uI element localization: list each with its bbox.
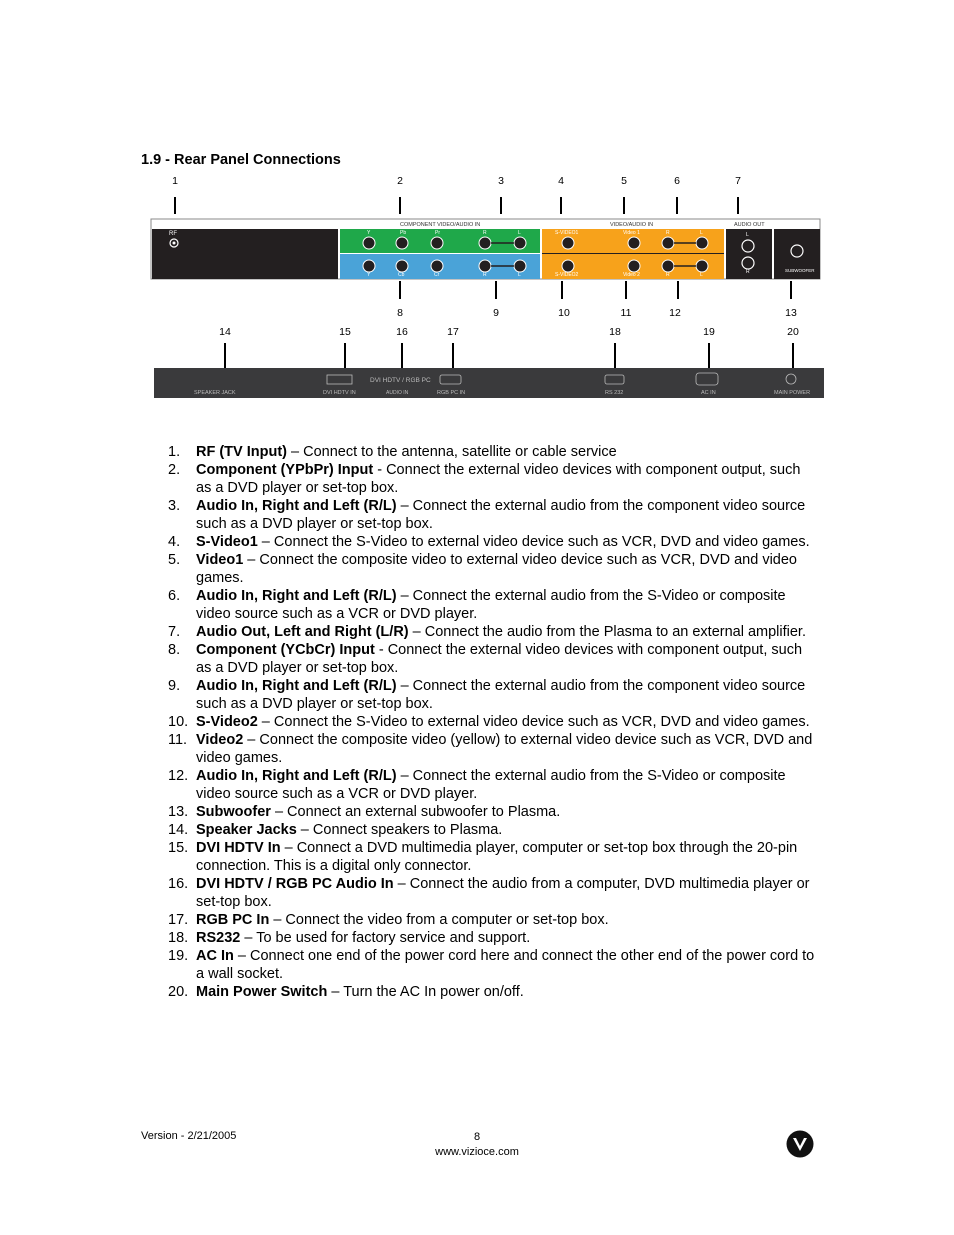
callout-number: 13 xyxy=(785,307,797,319)
rf-label: RF xyxy=(169,231,177,237)
footer-center xyxy=(400,1130,554,1160)
item-number: 19. xyxy=(168,948,189,964)
item-number: 9. xyxy=(168,678,181,694)
subwoofer-jack-icon xyxy=(791,245,803,257)
cb-jack-icon xyxy=(396,260,408,272)
item-title: Speaker Jacks xyxy=(196,822,297,838)
video1-jack-icon xyxy=(628,237,640,249)
video2-jack-icon xyxy=(628,260,640,272)
list-item xyxy=(168,821,818,839)
item-title: DVI HDTV In xyxy=(196,840,281,856)
list-item xyxy=(168,875,818,911)
l-label: L xyxy=(518,230,521,236)
item-description: – Connect a DVD multimedia player, computer or set-top box through the 20-pin connection. This is a digital only connector. xyxy=(196,840,798,874)
section-title: 1.9 - Rear Panel Connections xyxy=(141,152,341,168)
list-item xyxy=(168,641,818,677)
dvi-in-label: DVI HDTV IN xyxy=(323,390,356,396)
item-number: 17. xyxy=(168,912,189,928)
audio-r-jack-icon xyxy=(479,237,491,249)
item-description: – Connect the audio from the Plasma to an external amplifier. xyxy=(408,624,806,640)
callout-number: 8 xyxy=(397,307,403,319)
item-title: Video2 xyxy=(196,732,244,748)
item-number: 12. xyxy=(168,768,189,784)
item-description: – Connect one end of the power cord here and connect the other end of the power cord to a wall socket. xyxy=(196,948,815,982)
footer-version: Version - 2/21/2005 xyxy=(141,1130,237,1142)
item-title: S-Video2 xyxy=(196,714,258,730)
y-label: Y xyxy=(367,230,371,236)
item-description: – To be used for factory service and support. xyxy=(240,930,531,946)
item-title: Audio In, Right and Left (R/L) xyxy=(196,498,397,514)
callout-number: 19 xyxy=(703,326,715,338)
list-item xyxy=(168,929,818,947)
pr-jack-icon xyxy=(431,237,443,249)
item-description: – Connect an external subwoofer to Plasma. xyxy=(270,804,561,820)
pr-label: Pr xyxy=(435,230,440,236)
component-label: COMPONENT VIDEO/AUDIO IN xyxy=(400,222,481,228)
item-number: 8. xyxy=(168,642,181,658)
list-item xyxy=(168,587,818,623)
list-item xyxy=(168,713,818,731)
item-description: – Connect the external audio from the component video source such as a DVD player or set-top box. xyxy=(196,498,806,532)
dvi-rgb-label: DVI HDTV / RGB PC xyxy=(370,377,431,384)
svideo1-jack-icon xyxy=(562,237,574,249)
rs232-label: RS 232 xyxy=(605,390,624,396)
callout-number: 14 xyxy=(219,326,231,338)
r-label-3: R xyxy=(666,230,670,236)
list-item xyxy=(168,983,818,1001)
item-description: – Connect the S-Video to external video device such as VCR, DVD and video games. xyxy=(257,714,810,730)
l-label-2: L xyxy=(518,272,521,278)
callout-number: 5 xyxy=(621,175,627,187)
audio-l4-jack-icon xyxy=(696,260,708,272)
r-label: R xyxy=(483,230,487,236)
item-title: Component (YPbPr) Input xyxy=(196,462,374,478)
item-description: – Connect the composite video to external video device such as VCR, DVD and video games. xyxy=(196,552,797,586)
item-title: RF (TV Input) xyxy=(196,444,288,460)
callout-number: 18 xyxy=(609,326,621,338)
list-item xyxy=(168,677,818,713)
item-number: 10. xyxy=(168,714,189,730)
callout-number: 9 xyxy=(493,307,499,319)
audio-r3-jack-icon xyxy=(662,237,674,249)
y-jack-icon xyxy=(363,237,375,249)
list-item xyxy=(168,767,818,803)
item-number: 18. xyxy=(168,930,189,946)
video-audio-label: VIDEO/AUDIO IN xyxy=(610,222,654,228)
callout-number: 16 xyxy=(396,326,408,338)
callout-number: 3 xyxy=(498,175,504,187)
item-title: Video1 xyxy=(196,552,244,568)
item-description: – Connect speakers to Plasma. xyxy=(296,822,503,838)
item-description: – Connect the video from a computer or set-top box. xyxy=(269,912,609,928)
pb-jack-icon xyxy=(396,237,408,249)
item-title: RGB PC In xyxy=(196,912,270,928)
item-title: Component (YCbCr) Input xyxy=(196,642,375,658)
svideo1-label: S-VIDEO1 xyxy=(555,230,579,236)
main-power-label: MAIN POWER xyxy=(774,390,811,396)
page-number: 8 xyxy=(473,1131,481,1143)
footer-url: www.vizioce.com xyxy=(435,1146,519,1158)
audio-out-l-jack-icon xyxy=(742,240,754,252)
y2-jack-icon xyxy=(363,260,375,272)
list-item xyxy=(168,947,818,983)
video2-label: Video 2 xyxy=(623,272,640,278)
list-item xyxy=(168,623,818,641)
rear-panel-bottom-diagram xyxy=(150,340,826,402)
callout-number: 15 xyxy=(339,326,351,338)
callout-number: 4 xyxy=(558,175,564,187)
vizio-logo-icon xyxy=(786,1130,814,1158)
list-item xyxy=(168,461,818,497)
item-title: S-Video1 xyxy=(196,534,258,550)
cr-label: Cr xyxy=(434,272,440,278)
l-label-3: L xyxy=(700,230,703,236)
r-label-4: R xyxy=(666,272,670,278)
item-number: 2. xyxy=(168,462,181,478)
svideo2-label: S-VIDEO2 xyxy=(555,272,579,278)
audio-r2-jack-icon xyxy=(479,260,491,272)
item-number: 7. xyxy=(168,624,181,640)
item-title: Main Power Switch xyxy=(196,984,328,1000)
list-item xyxy=(168,443,818,461)
item-number: 11. xyxy=(168,732,188,748)
subwoofer-label: SUBWOOFER xyxy=(785,268,815,273)
callout-number: 7 xyxy=(735,175,741,187)
item-title: AC In xyxy=(196,948,234,964)
item-description: – Connect the composite video (yellow) to external video device such as VCR, DVD and video games. xyxy=(196,732,813,766)
audio-l2-jack-icon xyxy=(514,260,526,272)
ac-in-label: AC IN xyxy=(701,390,716,396)
audio-r4-jack-icon xyxy=(662,260,674,272)
callout-number: 17 xyxy=(447,326,459,338)
callout-number: 12 xyxy=(669,307,681,319)
item-description: – Connect to the antenna, satellite or cable service xyxy=(287,444,617,460)
audio-out-r-label: R xyxy=(746,269,750,275)
item-description: – Connect the S-Video to external video device such as VCR, DVD and video games. xyxy=(257,534,810,550)
item-title: Audio In, Right and Left (R/L) xyxy=(196,588,397,604)
item-number: 3. xyxy=(168,498,181,514)
item-description: – Connect the audio from a computer, DVD multimedia player or set-top box. xyxy=(196,876,810,910)
list-item xyxy=(168,911,818,929)
audio-out-l-label: L xyxy=(746,232,749,238)
cb-label: Cb xyxy=(398,272,405,278)
item-number: 16. xyxy=(168,876,189,892)
item-title: Audio In, Right and Left (R/L) xyxy=(196,678,397,694)
audio-out-label: AUDIO OUT xyxy=(734,222,765,228)
connection-list xyxy=(168,443,818,1001)
callout-number: 11 xyxy=(620,307,632,319)
rgb-pc-in-label: RGB PC IN xyxy=(437,390,466,396)
audio-in-label: AUDIO IN xyxy=(386,390,409,396)
speaker-jack-label: SPEAKER JACK xyxy=(194,390,236,396)
item-description: - Connect the external video devices with component output, such as a DVD player or set-top box. xyxy=(196,462,801,496)
item-title: DVI HDTV / RGB PC Audio In xyxy=(196,876,394,892)
list-item xyxy=(168,731,818,767)
list-item xyxy=(168,839,818,875)
pb-label: Pb xyxy=(400,230,407,236)
item-number: 14. xyxy=(168,822,189,838)
item-description: – Turn the AC In power on/off. xyxy=(327,984,524,1000)
audio-l3-jack-icon xyxy=(696,237,708,249)
item-title: Audio In, Right and Left (R/L) xyxy=(196,768,397,784)
item-description: – Connect the external audio from the component video source such as a DVD player or set-top box. xyxy=(196,678,806,712)
item-description: – Connect the external audio from the S-Video or composite video source such as a VCR or DVD player. xyxy=(196,768,786,802)
r-label-2: R xyxy=(483,272,487,278)
audio-l-jack-icon xyxy=(514,237,526,249)
video1-label: Video 1 xyxy=(623,230,640,236)
l-label-4: L xyxy=(700,272,703,278)
item-title: Subwoofer xyxy=(196,804,271,820)
callout-number: 1 xyxy=(172,175,178,187)
item-title: RS232 xyxy=(196,930,241,946)
list-item xyxy=(168,551,818,587)
y-label-2: Y xyxy=(367,272,371,278)
callout-number: 2 xyxy=(397,175,403,187)
svideo2-jack-icon xyxy=(562,260,574,272)
item-number: 15. xyxy=(168,840,189,856)
item-description: - Connect the external video devices with component output, such as a DVD player or set-top box. xyxy=(196,642,803,676)
list-item xyxy=(168,497,818,533)
list-item xyxy=(168,533,818,551)
item-number: 20. xyxy=(168,984,189,1000)
audio-out-r-jack-icon xyxy=(742,257,754,269)
list-item xyxy=(168,803,818,821)
item-number: 6. xyxy=(168,588,181,604)
item-number: 5. xyxy=(168,552,181,568)
callout-number: 6 xyxy=(674,175,680,187)
item-number: 1. xyxy=(168,444,181,460)
callout-number: 20 xyxy=(787,326,799,338)
item-number: 4. xyxy=(168,534,181,550)
item-title: Audio Out, Left and Right (L/R) xyxy=(196,624,409,640)
cr-jack-icon xyxy=(431,260,443,272)
item-description: – Connect the external audio from the S-Video or composite video source such as a VCR or DVD player. xyxy=(196,588,786,622)
item-number: 13. xyxy=(168,804,189,820)
rear-panel-top-diagram xyxy=(150,195,822,305)
callout-number: 10 xyxy=(558,307,570,319)
